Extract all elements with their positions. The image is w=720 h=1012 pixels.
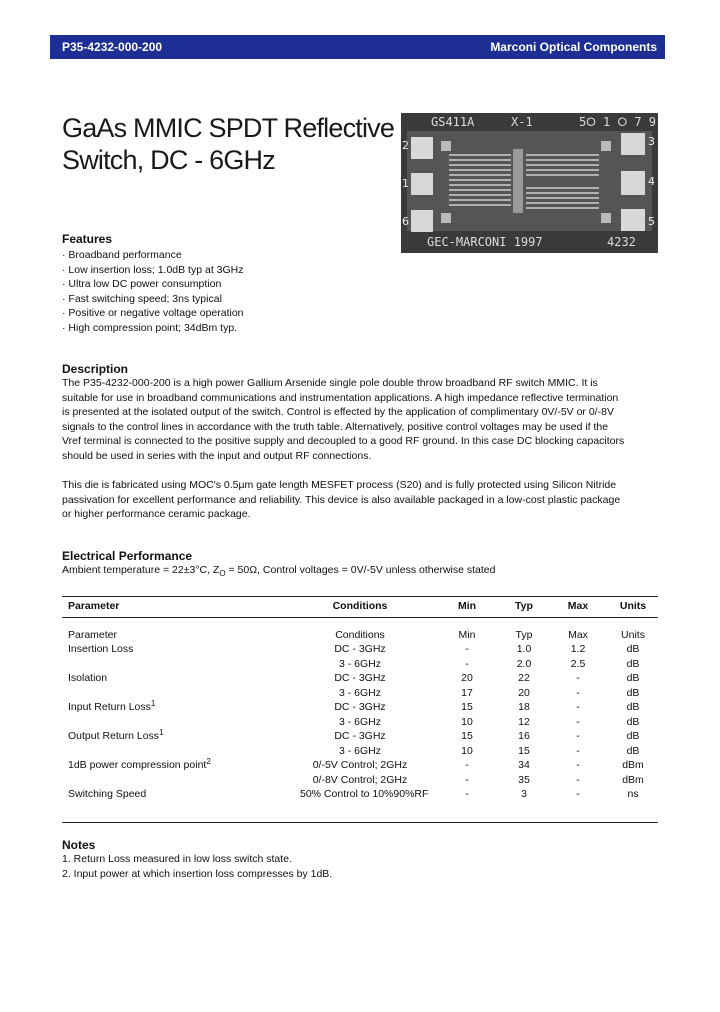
cell-text: 20 xyxy=(518,686,530,699)
table-cell-units xyxy=(618,716,648,728)
table-row xyxy=(62,759,658,773)
cell-text: 3 xyxy=(521,787,527,800)
table-row xyxy=(62,745,658,759)
notes-heading: Notes xyxy=(62,838,96,852)
features-list xyxy=(62,248,244,335)
cell-text: 3 - 6GHz xyxy=(338,744,381,757)
table-cell-typ xyxy=(509,716,539,728)
cell-text: 22 xyxy=(518,672,530,685)
cell-text: 0/-8V Control; 2GHz xyxy=(312,773,408,786)
table-cell-units xyxy=(618,629,648,641)
cell-text: - xyxy=(576,715,580,728)
chip-pad-3: 3 xyxy=(648,135,655,148)
table-cell-typ xyxy=(509,672,539,684)
table-row xyxy=(62,788,658,802)
cell-text: 18 xyxy=(518,701,530,714)
cell-text: - xyxy=(465,657,469,670)
table-cell-parameter xyxy=(68,672,107,684)
table-cell-units xyxy=(618,687,648,699)
chip-photo xyxy=(401,113,658,253)
cell-text: Output Return Loss xyxy=(68,730,160,743)
table-row xyxy=(62,672,658,686)
cell-text: 3 - 6GHz xyxy=(338,657,381,670)
table-row xyxy=(62,774,658,788)
table-cell-min xyxy=(452,730,482,742)
table-cell-min xyxy=(452,658,482,670)
chip-label-bottom-left: GEC-MARCONI 1997 xyxy=(427,235,543,249)
cell-text: 10 xyxy=(461,744,473,757)
chip-label-bottom-right: 4232 xyxy=(607,235,636,249)
cell-text: 2.0 xyxy=(516,657,532,670)
table-cell-units xyxy=(618,774,648,786)
table-cell-max xyxy=(563,774,593,786)
table-cell-min xyxy=(452,643,482,655)
chip-label-top-right: 5⭘ 1 ⭘ 7 9 xyxy=(579,115,656,129)
table-cell-conditions xyxy=(300,658,420,670)
cell-text: dBm xyxy=(622,759,644,772)
table-cell-units xyxy=(618,658,648,670)
table-cell-min xyxy=(452,759,482,771)
cell-text: Input Return Loss xyxy=(68,701,151,714)
table-cell-min xyxy=(452,629,482,641)
table-cell-conditions xyxy=(300,730,420,742)
company-name: Marconi Optical Components xyxy=(490,40,657,54)
header-typ: Typ xyxy=(515,600,533,612)
table-header xyxy=(62,600,658,614)
table-cell-typ xyxy=(509,658,539,670)
description-paragraph-1 xyxy=(62,376,662,463)
list-item: · Low insertion loss; 1.0dB typ at 3GHz xyxy=(62,263,244,276)
table-cell-typ xyxy=(509,759,539,771)
table-cell-typ xyxy=(509,774,539,786)
table-cell-parameter xyxy=(68,643,133,655)
table-cell-units xyxy=(618,759,648,771)
list-item: · Positive or negative voltage operation xyxy=(62,307,244,319)
table-cell-max xyxy=(563,687,593,699)
table-cell-max xyxy=(563,716,593,728)
table-cell-max xyxy=(563,629,593,641)
table-cell-units xyxy=(618,643,648,655)
cell-text: dB xyxy=(626,715,640,728)
cell-text: - xyxy=(576,730,580,743)
header-bar xyxy=(50,35,665,59)
text-line: is presented at the isolated output of the switch. Control is effected by the application of complimentary 0V/-5V or 0/-8V xyxy=(62,406,614,418)
footnote-ref: 1 xyxy=(150,699,156,709)
table-cell-conditions xyxy=(300,759,420,771)
features-heading: Features xyxy=(62,232,113,246)
title-line-2: Switch, DC - 6GHz xyxy=(62,145,275,175)
table-row xyxy=(62,643,658,657)
cell-text: dB xyxy=(626,643,640,656)
table-rule-header xyxy=(62,617,658,618)
cell-text: 35 xyxy=(518,773,530,786)
table-cell-max xyxy=(563,643,593,655)
text-line: should be used in series with the input and output RF connections. xyxy=(62,449,372,462)
part-number: P35-4232-000-200 xyxy=(62,40,163,54)
title-line-1: GaAs MMIC SPDT Reflective xyxy=(62,113,395,143)
cell-text: - xyxy=(576,759,580,772)
header-max: Max xyxy=(567,600,589,612)
cell-text: - xyxy=(465,759,469,772)
cell-text: 17 xyxy=(461,686,473,699)
text-line: Vref terminal is connected to the positive supply and decoupled to a good RF ground. In this case DC blocking capacitors xyxy=(62,435,625,447)
cell-text: 16 xyxy=(518,730,530,743)
chip-pad-5: 5 xyxy=(648,215,655,228)
table-cell-conditions xyxy=(300,774,420,786)
table-cell-max xyxy=(563,759,593,771)
cell-text: DC - 3GHz xyxy=(334,643,386,656)
chip-pad-2: 2 xyxy=(402,139,409,152)
table-cell-conditions xyxy=(300,643,420,655)
cell-text: 20 xyxy=(461,672,473,685)
table-cell-parameter xyxy=(68,730,164,742)
cell-text: Conditions xyxy=(335,629,385,641)
chip-label-top-left: GS411A xyxy=(431,115,475,129)
cell-text: Insertion Loss xyxy=(68,643,134,656)
table-cell-min xyxy=(452,716,482,728)
cell-text: 15 xyxy=(461,730,473,743)
table-cell-max xyxy=(563,788,593,800)
text-line: passivation for excellent performance and reliability. This device is also available packaged in a low-cost plastic package xyxy=(62,493,621,506)
text-line: This die is fabricated using MOC's 0.5µm gate length MESFET process (S20) and is fully protected using Silicon Nitride xyxy=(62,479,617,491)
table-cell-units xyxy=(618,745,648,757)
table-cell-parameter xyxy=(68,629,117,641)
cell-text: 15 xyxy=(461,701,473,714)
chip-pad-4: 4 xyxy=(648,175,655,188)
description-paragraph-2 xyxy=(62,478,662,522)
table-cell-min xyxy=(452,672,482,684)
table-cell-units xyxy=(618,730,648,742)
table-cell-units xyxy=(618,672,648,684)
table-cell-conditions xyxy=(300,716,420,728)
header-units: Units xyxy=(619,600,647,612)
table-row xyxy=(62,658,658,672)
cell-text: DC - 3GHz xyxy=(334,730,386,743)
ambient-prefix: Ambient temperature = 22±3°C, Z xyxy=(62,564,220,576)
cell-text: Isolation xyxy=(68,672,108,685)
cell-text: - xyxy=(576,773,580,786)
cell-text: 3 - 6GHz xyxy=(338,686,381,699)
table-cell-typ xyxy=(509,629,539,641)
cell-text: 15 xyxy=(518,744,530,757)
table-cell-min xyxy=(452,788,482,800)
ambient-conditions xyxy=(62,564,495,578)
table-cell-parameter xyxy=(68,788,146,800)
cell-text: - xyxy=(576,744,580,757)
cell-text: Parameter xyxy=(68,629,118,641)
cell-text: - xyxy=(576,787,580,800)
description-heading: Description xyxy=(62,362,129,376)
table-cell-conditions xyxy=(300,787,429,800)
table-cell-typ xyxy=(509,788,539,800)
cell-text: - xyxy=(576,686,580,699)
ambient-sub: O xyxy=(219,569,226,579)
footnote-ref: 1 xyxy=(159,728,164,738)
table-cell-min xyxy=(452,745,482,757)
table-cell-conditions xyxy=(300,672,420,684)
table-cell-typ xyxy=(509,687,539,699)
cell-text: 1.0 xyxy=(516,643,532,656)
cell-text: - xyxy=(465,787,469,800)
table-cell-units xyxy=(618,701,648,713)
cell-text: Max xyxy=(568,629,588,641)
table-cell-max xyxy=(563,658,593,670)
cell-text: 1.2 xyxy=(570,643,586,656)
cell-text: ns xyxy=(627,787,639,800)
cell-text: dB xyxy=(626,686,640,699)
table-cell-typ xyxy=(509,730,539,742)
chip-pad-1: 1 xyxy=(402,177,409,190)
table-cell-min xyxy=(452,774,482,786)
ambient-suffix: = 50Ω, Control voltages = 0V/-5V unless otherwise stated xyxy=(225,564,496,576)
electrical-heading: Electrical Performance xyxy=(62,549,193,563)
cell-text: 12 xyxy=(518,715,530,728)
table-row xyxy=(62,730,658,744)
table-rule-bottom xyxy=(62,822,658,823)
cell-text: DC - 3GHz xyxy=(334,672,386,685)
table-cell-max xyxy=(563,730,593,742)
text-line: or higher performance ceramic package. xyxy=(62,508,251,520)
table-cell-conditions xyxy=(300,629,420,641)
table-row xyxy=(62,629,658,643)
cell-text: - xyxy=(576,672,580,685)
footnote-ref: 2 xyxy=(206,757,211,767)
list-item: · Ultra low DC power consumption xyxy=(62,278,222,290)
cell-text: DC - 3GHz xyxy=(334,701,386,714)
header-conditions: Conditions xyxy=(332,600,388,612)
page-title xyxy=(62,112,394,176)
list-item: · High compression point; 34dBm typ. xyxy=(62,321,238,334)
table-cell-typ xyxy=(509,745,539,757)
list-item: · Broadband performance xyxy=(62,249,182,261)
table-cell-max xyxy=(563,701,593,713)
table-row xyxy=(62,716,658,730)
text-line: suitable for use in broadband communications and instrumentation applications. A high impedance reflective termination xyxy=(62,391,619,404)
cell-text: 2.5 xyxy=(570,657,586,670)
list-item: · Fast switching speed; 3ns typical xyxy=(62,292,222,305)
cell-text: dB xyxy=(626,672,640,685)
cell-text: - xyxy=(576,701,580,714)
table-cell-typ xyxy=(509,701,539,713)
list-item: 2. Input power at which insertion loss compresses by 1dB. xyxy=(62,867,333,880)
cell-text: - xyxy=(465,643,469,656)
table-cell-units xyxy=(618,788,648,800)
cell-text: dB xyxy=(626,744,640,757)
cell-text: 10 xyxy=(461,715,473,728)
cell-text: Switching Speed xyxy=(68,787,147,800)
header-parameter: Parameter xyxy=(68,600,120,612)
header-min: Min xyxy=(457,600,477,612)
table-cell-min xyxy=(452,687,482,699)
cell-text: Min xyxy=(458,629,476,641)
chip-pad-6: 6 xyxy=(402,215,409,228)
text-line: signals to the control lines in accordance with the truth table. Alternatively, positive control voltages may be used if the xyxy=(62,420,609,433)
cell-text: Units xyxy=(621,629,645,641)
table-cell-conditions xyxy=(300,687,420,699)
table-cell-typ xyxy=(509,643,539,655)
table-cell-min xyxy=(452,701,482,713)
cell-text: dB xyxy=(626,730,640,743)
cell-text: dB xyxy=(626,701,640,714)
cell-text: 3 - 6GHz xyxy=(338,715,381,728)
cell-text: - xyxy=(465,773,469,786)
cell-text: 0/-5V Control; 2GHz xyxy=(312,759,408,772)
table-cell-conditions xyxy=(300,701,420,713)
table-cell-parameter xyxy=(68,701,155,713)
table-cell-conditions xyxy=(300,745,420,757)
table-cell-max xyxy=(563,745,593,757)
cell-text: Typ xyxy=(515,629,533,641)
text-line: The P35-4232-000-200 is a high power Gallium Arsenide single pole double throw broadband RF switch MMIC. It is xyxy=(62,377,598,389)
cell-text: 34 xyxy=(518,759,530,772)
notes-list xyxy=(62,852,332,881)
cell-text: 50% Control to 10%90%RF xyxy=(300,787,429,800)
list-item: 1. Return Loss measured in low loss switch state. xyxy=(62,853,292,865)
cell-text: dBm xyxy=(622,773,644,786)
table-row xyxy=(62,701,658,715)
chip-label-top-middle: X-1 xyxy=(511,115,533,129)
cell-text: dB xyxy=(626,657,640,670)
table-cell-parameter xyxy=(68,759,211,771)
table-rule-top xyxy=(62,596,658,597)
table-cell-max xyxy=(563,672,593,684)
cell-text: 1dB power compression point xyxy=(68,759,207,772)
